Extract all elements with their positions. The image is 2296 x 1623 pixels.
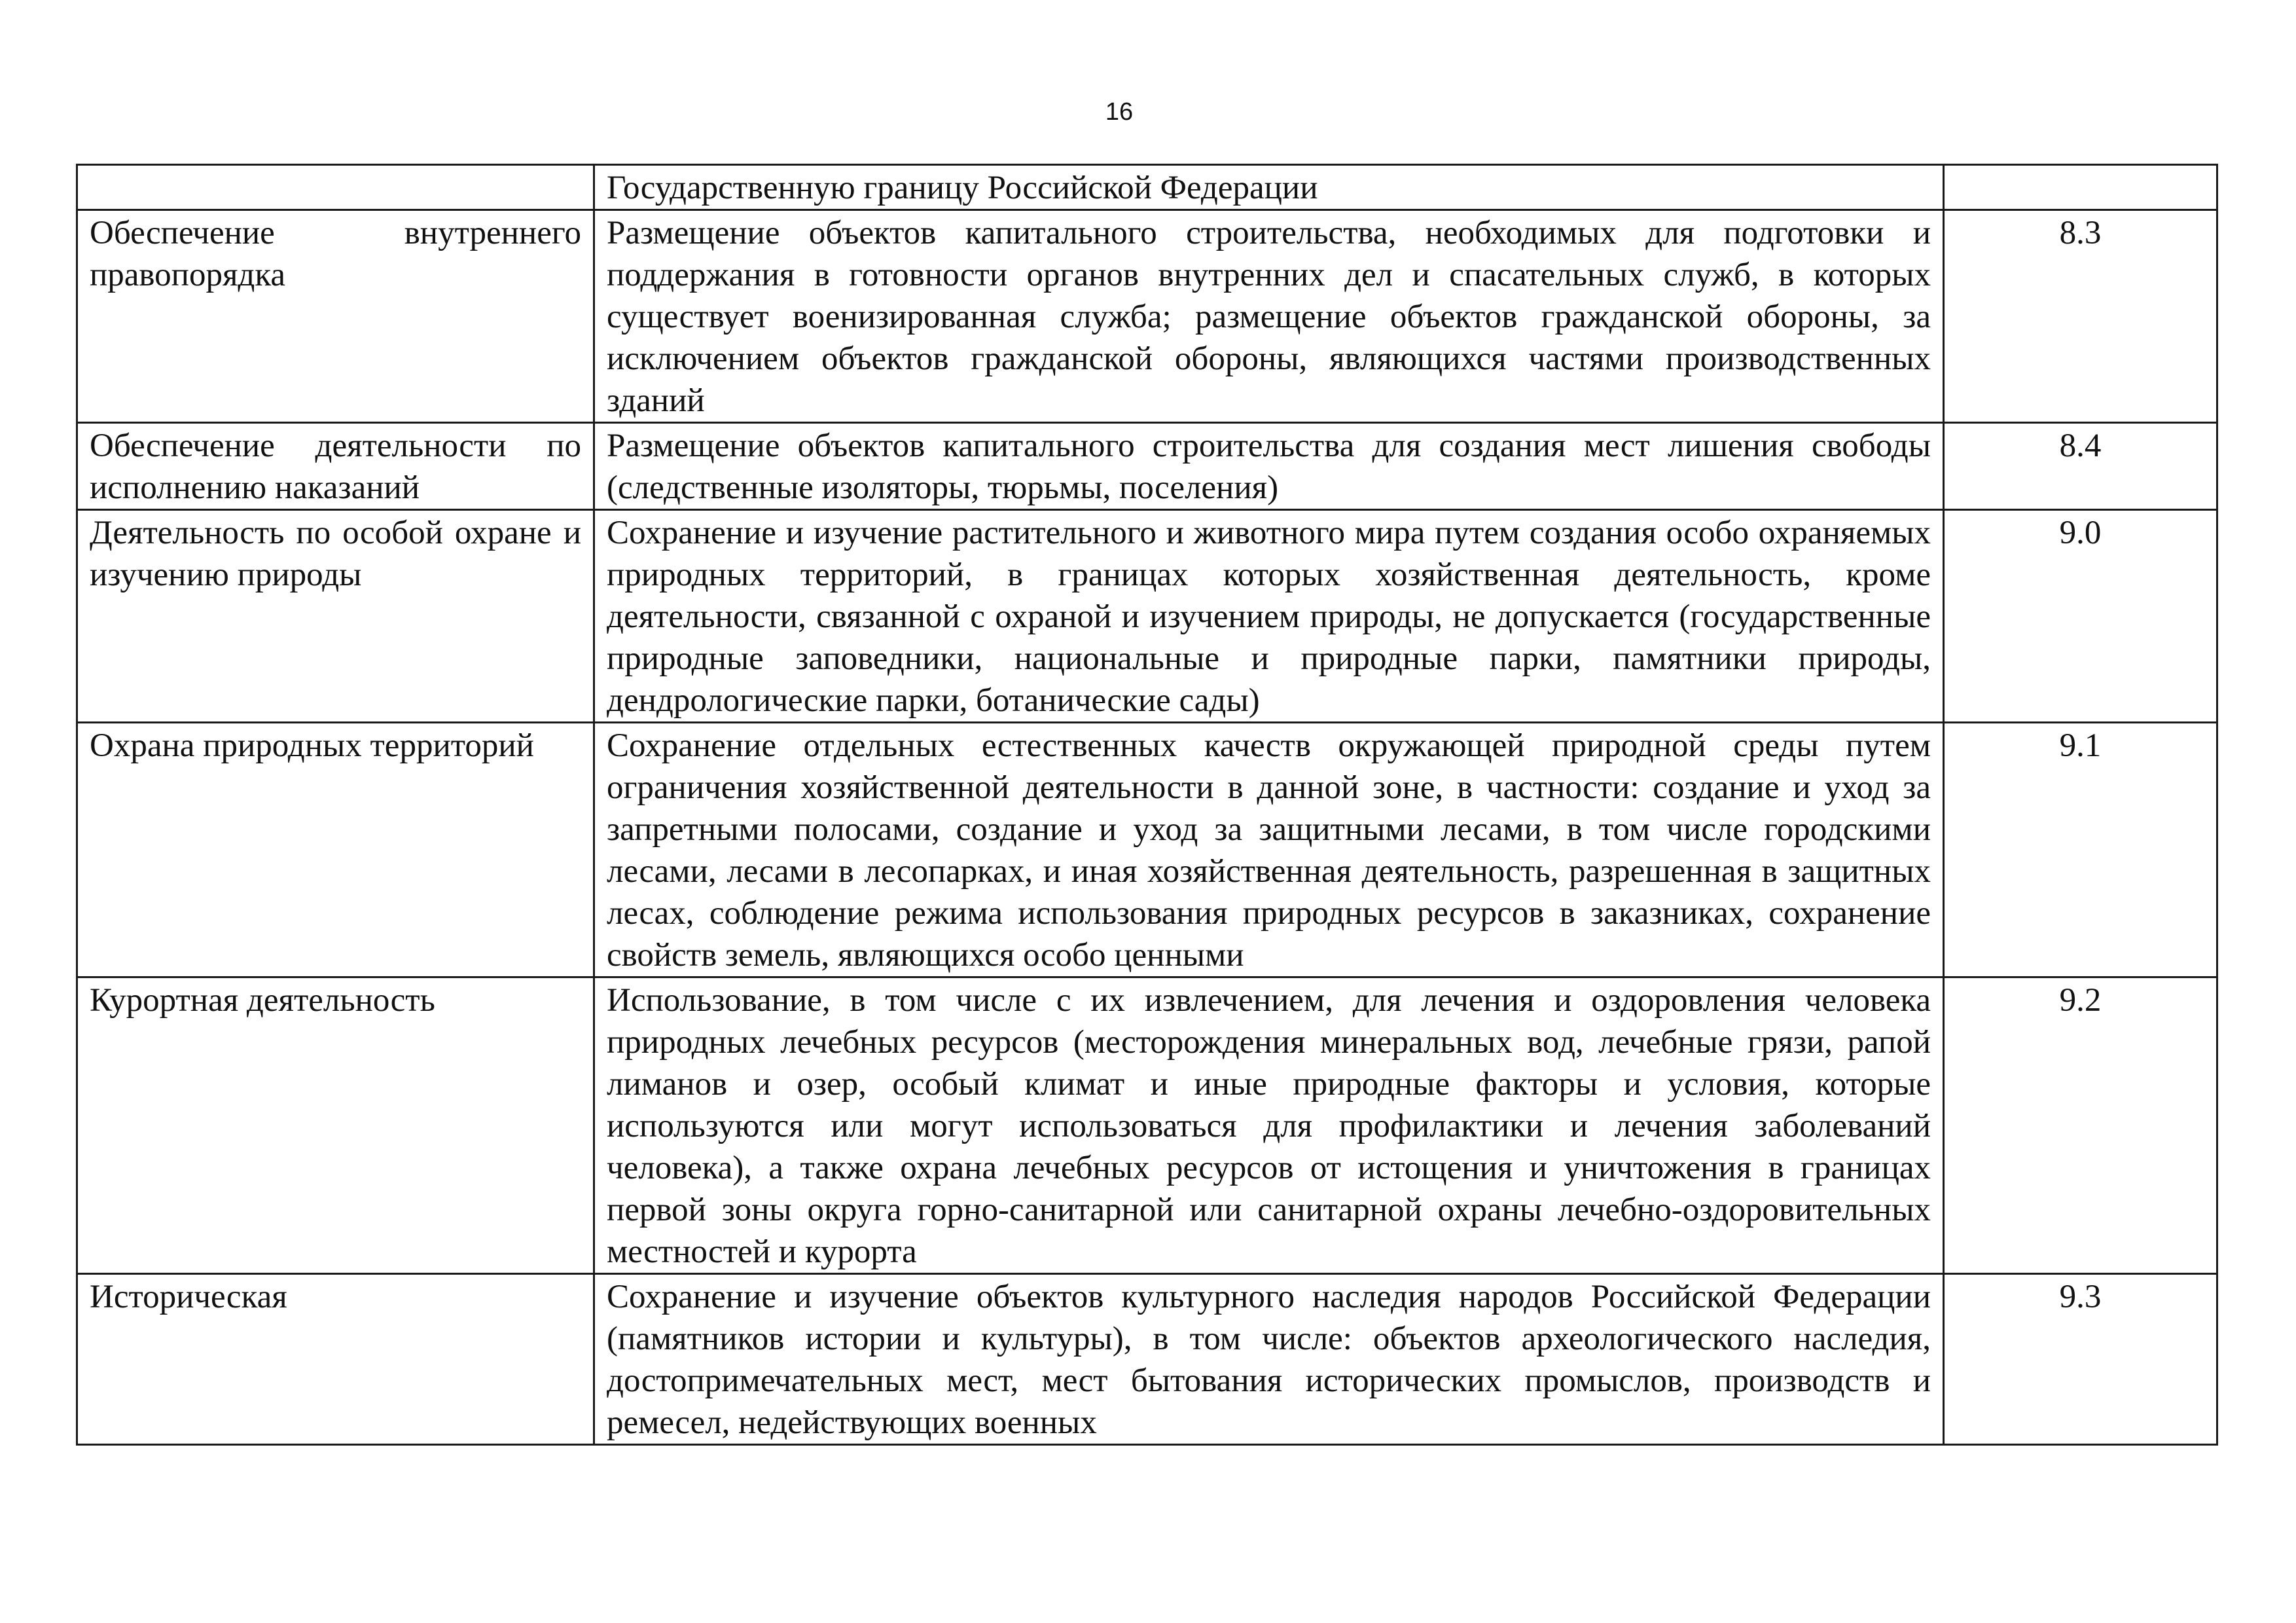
row-name-cell: Историческая	[77, 1274, 594, 1445]
row-name-cell: Курортная деятельность	[77, 977, 594, 1274]
table-row	[77, 977, 2217, 1274]
row-code-cell: 8.3	[1944, 210, 2217, 423]
row-code-cell: 9.1	[1944, 723, 2217, 977]
row-name-cell: Обеспечение внутреннего правопорядка	[77, 210, 594, 423]
row-code-cell	[1944, 165, 2217, 210]
row-description-cell: Государственную границу Российской Федерации	[594, 165, 1944, 210]
table-row	[77, 423, 2217, 510]
table-row	[77, 510, 2217, 723]
row-description-cell: Сохранение отдельных естественных качеств окружающей природной среды путем ограничения хозяйственной деятельности в данной зоне, в частности: создание и уход за запретными полосами, создание и уход за защитными лесами, в том числе городскими лесами, лесами в лесопарках, и иная хозяйственная деятельность, разрешенная в защитных лесах, соблюдение режима использования природных ресурсов в заказниках, сохранение свойств земель, являющихся особо ценными	[594, 723, 1944, 977]
land-use-table	[76, 164, 2218, 1446]
row-name-cell: Деятельность по особой охране и изучению природы	[77, 510, 594, 723]
row-name-cell	[77, 165, 594, 210]
table-row	[77, 165, 2217, 210]
table-row	[77, 1274, 2217, 1445]
row-code-cell: 9.2	[1944, 977, 2217, 1274]
row-description-cell: Размещение объектов капитального строительства для создания мест лишения свободы (следственные изоляторы, тюрьмы, поселения)	[594, 423, 1944, 510]
table-row	[77, 723, 2217, 977]
row-description-cell: Сохранение и изучение растительного и животного мира путем создания особо охраняемых природных территорий, в границах которых хозяйственная деятельность, кроме деятельности, связанной с охраной и изучением природы, не допускается (государственные природные заповедники, национальные и природные парки, памятники природы, дендрологические парки, ботанические сады)	[594, 510, 1944, 723]
page-number: 16	[1105, 98, 1134, 126]
row-code-cell: 8.4	[1944, 423, 2217, 510]
row-name-cell: Обеспечение деятельности по исполнению наказаний	[77, 423, 594, 510]
table-row	[77, 210, 2217, 423]
row-code-cell: 9.3	[1944, 1274, 2217, 1445]
row-description-cell: Использование, в том числе с их извлечением, для лечения и оздоровления человека природных лечебных ресурсов (месторождения минеральных вод, лечебные грязи, рапой лиманов и озер, особый климат и иные природные факторы и условия, которые используются или могут использоваться для профилактики и лечения заболеваний человека), а также охрана лечебных ресурсов от истощения и уничтожения в границах первой зоны округа горно-санитарной или санитарной охраны лечебно-оздоровительных местностей и курорта	[594, 977, 1944, 1274]
row-description-cell: Сохранение и изучение объектов культурного наследия народов Российской Федерации (памятников истории и культуры), в том числе: объектов археологического наследия, достопримечательных мест, мест бытования исторических промыслов, производств и ремесел, недействующих военных	[594, 1274, 1944, 1445]
row-description-cell: Размещение объектов капитального строительства, необходимых для подготовки и поддержания в готовности органов внутренних дел и спасательных служб, в которых существует военизированная служба; размещение объектов гражданской обороны, за исключением объектов гражданской обороны, являющихся частями производственных зданий	[594, 210, 1944, 423]
row-code-cell: 9.0	[1944, 510, 2217, 723]
row-name-cell: Охрана природных территорий	[77, 723, 594, 977]
